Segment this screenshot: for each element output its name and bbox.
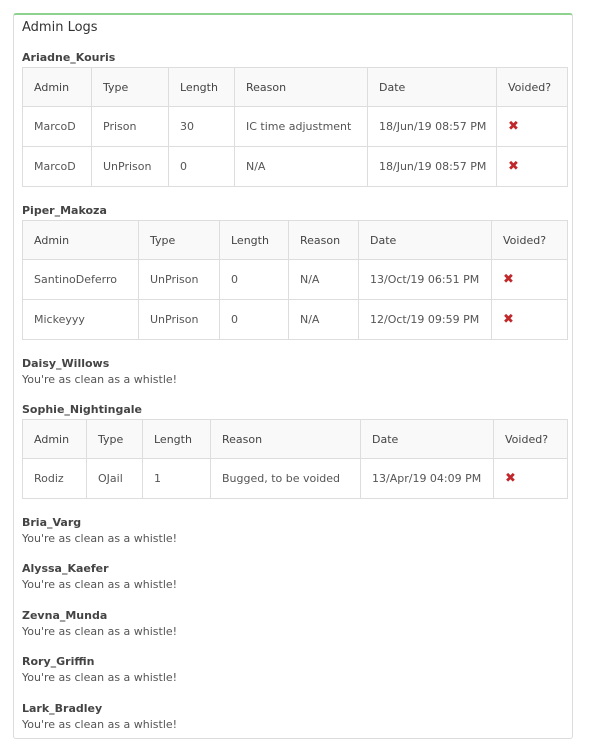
col-header-reason: Reason [235,68,368,107]
cell-type: Prison [92,107,169,147]
cell-type: UnPrison [139,300,220,340]
cell-length: 0 [169,147,235,187]
cell-length: 30 [169,107,235,147]
col-header-voided: Voided? [494,420,568,459]
cell-date: 18/Jun/19 08:57 PM [368,147,497,187]
table-row [23,107,568,147]
cell-reason: N/A [289,260,359,300]
section-title-alyssa-kaefer: Alyssa_Kaefer [22,562,109,575]
cell-type: OJail [87,459,143,499]
logs-table-piper-makoza [22,220,568,340]
col-header-date: Date [359,221,492,260]
x-icon: ✖ [508,159,519,174]
x-icon: ✖ [505,471,516,486]
cell-voided [497,147,568,187]
cell-date: 13/Oct/19 06:51 PM [359,260,492,300]
col-header-type: Type [139,221,220,260]
panel-title: Admin Logs [22,20,98,35]
clean-record-text: You're as clean as a whistle! [22,671,178,684]
col-header-reason: Reason [289,221,359,260]
section-title-lark-bradley: Lark_Bradley [22,702,103,715]
x-icon: ✖ [508,119,519,134]
cell-admin: MarcoD [23,107,92,147]
clean-record-text: You're as clean as a whistle! [22,625,178,638]
admin-logs-panel [13,13,573,739]
cell-admin: Rodiz [23,459,87,499]
cell-voided [492,260,568,300]
clean-record-text: You're as clean as a whistle! [22,532,178,545]
cell-reason: IC time adjustment [235,107,368,147]
x-icon: ✖ [503,272,514,287]
cell-length: 0 [220,300,289,340]
section-title-ariadne-kouris: Ariadne_Kouris [22,51,116,64]
cell-date: 18/Jun/19 08:57 PM [368,107,497,147]
cell-date: 13/Apr/19 04:09 PM [361,459,494,499]
section-title-piper-makoza: Piper_Makoza [22,204,107,217]
col-header-admin: Admin [23,420,87,459]
table-row [23,459,568,499]
section-title-rory-griffin: Rory_Griffin [22,655,95,668]
cell-date: 12/Oct/19 09:59 PM [359,300,492,340]
cell-type: UnPrison [92,147,169,187]
col-header-date: Date [368,68,497,107]
col-header-type: Type [92,68,169,107]
cell-length: 1 [143,459,211,499]
table-row [23,300,568,340]
cell-reason: N/A [235,147,368,187]
cell-admin: Mickeyyy [23,300,139,340]
col-header-date: Date [361,420,494,459]
col-header-length: Length [169,68,235,107]
section-title-bria-varg: Bria_Varg [22,516,82,529]
section-title-zevna-munda: Zevna_Munda [22,609,108,622]
cell-voided [494,459,568,499]
col-header-admin: Admin [23,221,139,260]
cell-reason: Bugged, to be voided [211,459,361,499]
cell-voided [497,107,568,147]
table-row [23,147,568,187]
col-header-length: Length [143,420,211,459]
col-header-reason: Reason [211,420,361,459]
cell-admin: MarcoD [23,147,92,187]
cell-voided [492,300,568,340]
col-header-length: Length [220,221,289,260]
cell-reason: N/A [289,300,359,340]
cell-type: UnPrison [139,260,220,300]
cell-length: 0 [220,260,289,300]
logs-table-ariadne-kouris [22,67,568,187]
col-header-voided: Voided? [492,221,568,260]
section-title-daisy-willows: Daisy_Willows [22,357,110,370]
clean-record-text: You're as clean as a whistle! [22,578,178,591]
cell-admin: SantinoDeferro [23,260,139,300]
table-row [23,260,568,300]
table-header-row [23,68,568,107]
x-icon: ✖ [503,312,514,327]
clean-record-text: You're as clean as a whistle! [22,373,178,386]
table-header-row [23,420,568,459]
col-header-type: Type [87,420,143,459]
logs-table-sophie-nightingale [22,419,568,499]
table-header-row [23,221,568,260]
col-header-voided: Voided? [497,68,568,107]
clean-record-text: You're as clean as a whistle! [22,718,178,731]
section-title-sophie-nightingale: Sophie_Nightingale [22,403,142,416]
col-header-admin: Admin [23,68,92,107]
